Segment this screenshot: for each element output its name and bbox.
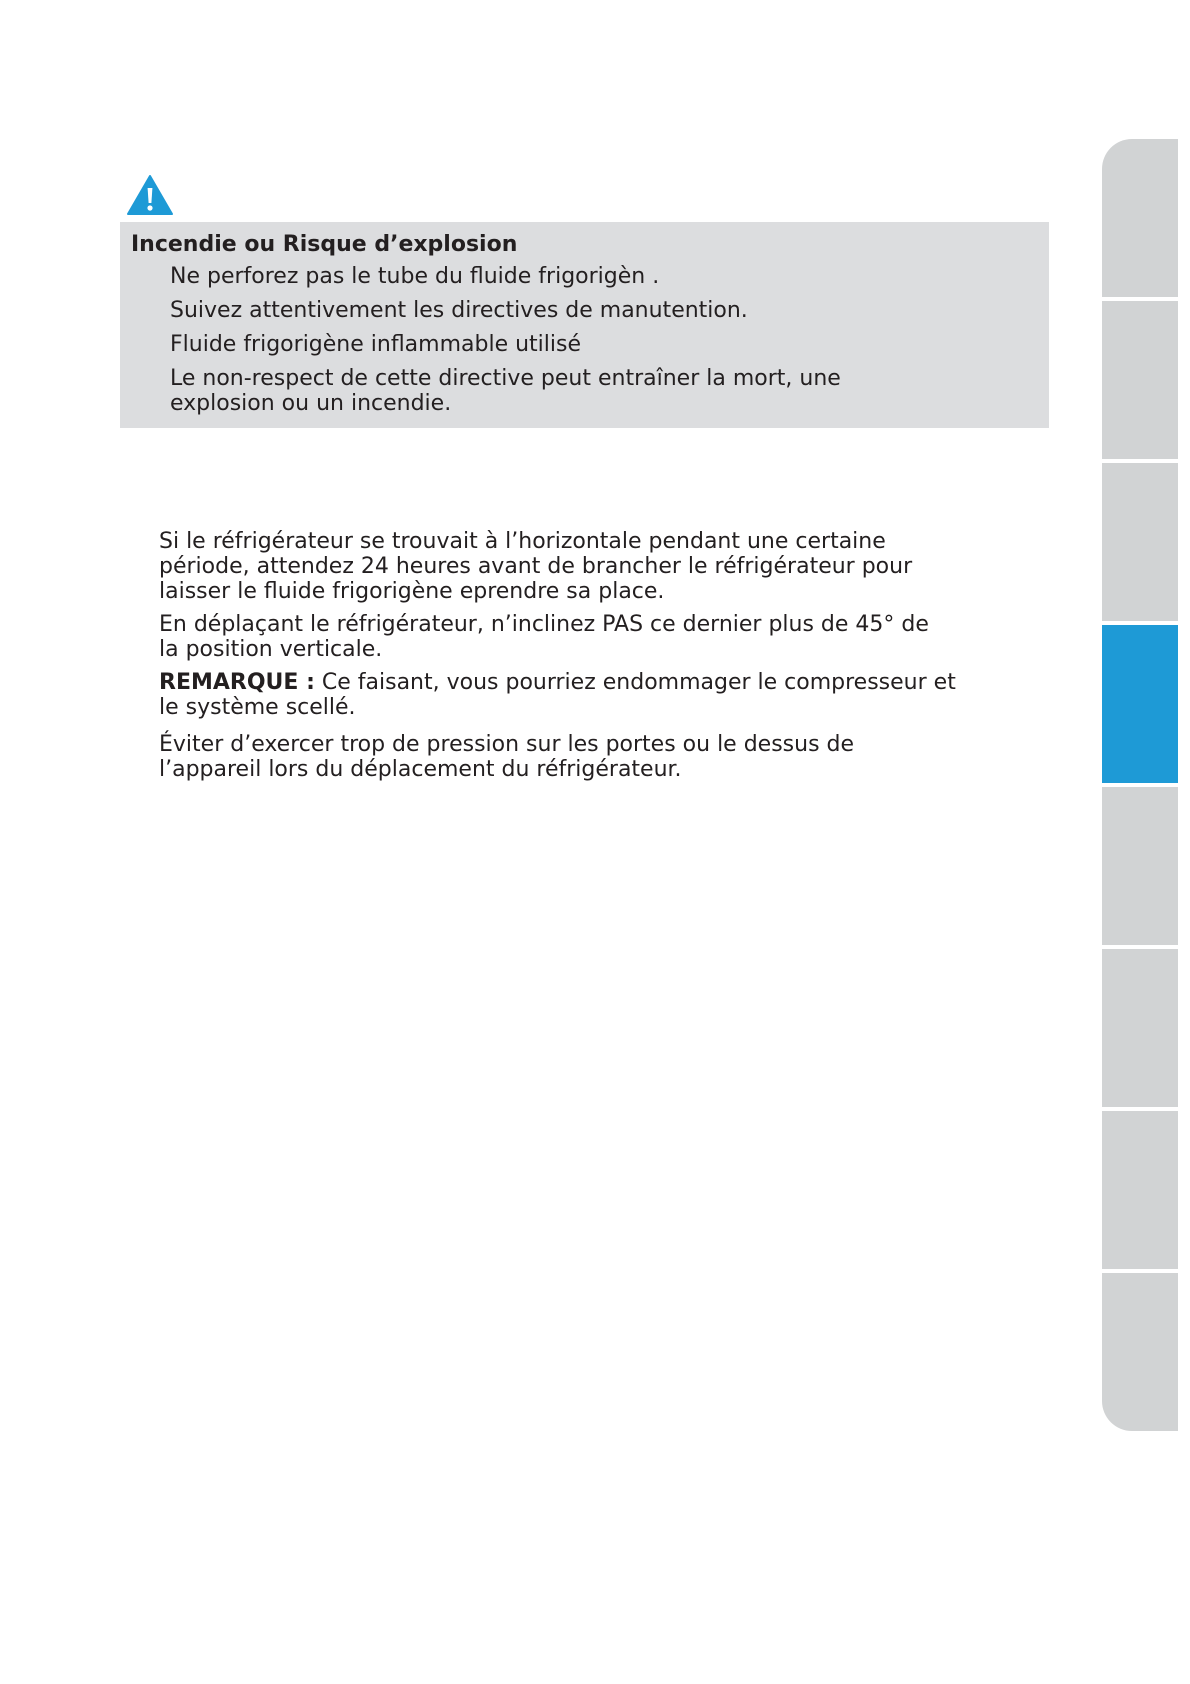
warning-item [170,366,841,416]
warning-list [170,264,841,425]
paragraph-tilt: En déplaçant le réfrigérateur, n’inclinez PAS ce dernier plus de 45° de la position verticale. [159,612,929,662]
section-tab[interactable] [1102,301,1178,459]
section-tab[interactable] [1102,787,1178,945]
note-paragraph: REMARQUE : Ce faisant, vous pourriez endommager le compresseur et le système scellé. [159,670,956,720]
warning-triangle-icon [126,174,174,216]
section-tab[interactable] [1102,1273,1178,1431]
section-tab[interactable] [1102,463,1178,621]
section-tab-active[interactable] [1102,625,1178,783]
paragraph-pressure: Éviter d’exercer trop de pression sur les portes ou le dessus de l’appareil lors du déplacement du réfrigérateur. [159,732,855,782]
warning-item: Fluide frigorigène inflammable utilisé [170,332,582,357]
note-label: REMARQUE : [159,670,315,695]
warning-box [120,222,1049,428]
paragraph-horizontal: Si le réfrigérateur se trouvait à l’horizontale pendant une certaine période, attendez 24 heures avant de brancher le réfrigérateur pour laisser le fluide frigorigène eprendre sa place. [159,529,913,604]
warning-item: Ne perforez pas le tube du fluide frigorigèn . [170,264,660,289]
section-tab[interactable] [1102,1111,1178,1269]
warning-item-line: Le non-respect de cette directive peut entraîner la mort, une [170,366,841,391]
section-tab[interactable] [1102,949,1178,1107]
section-tab[interactable] [1102,139,1178,297]
side-tabs [1102,139,1178,1431]
warning-title: Incendie ou Risque d’explosion [131,232,518,257]
warning-item-line: explosion ou un incendie. [170,391,452,416]
warning-item: Suivez attentivement les directives de manutention. [170,298,748,323]
moving-instructions [159,529,1059,790]
